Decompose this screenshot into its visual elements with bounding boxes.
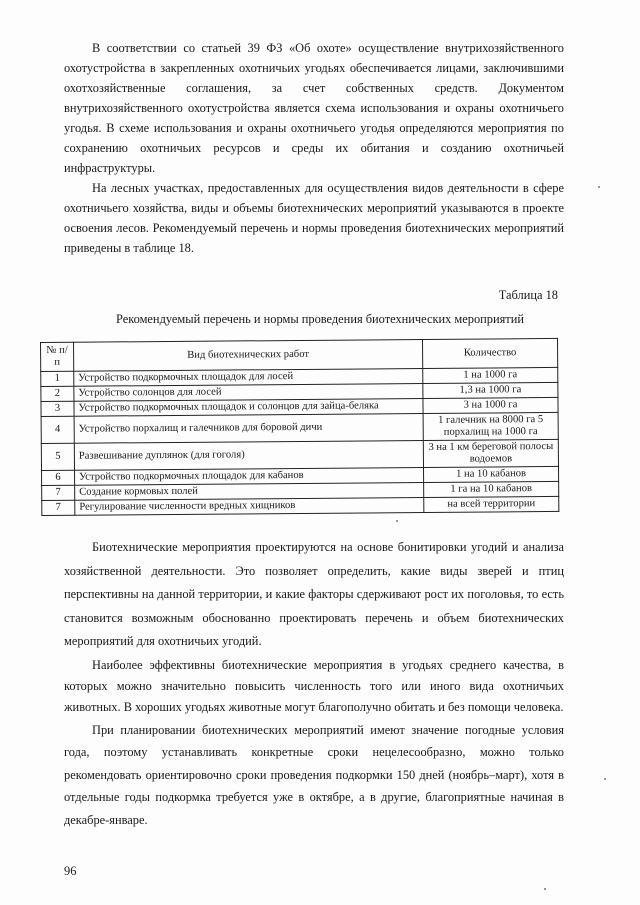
row-number: 7 bbox=[42, 500, 75, 515]
paragraph-timing: При планировании биотехнических мероприятий имеют значение погодные условия года, поэтому устанавливать конкретные сроки нецелесообразно, можно только рекомендовать ориентировочно сроки проведения подкормки 150 дней (ноябрь–март), хотя в отдельные годы подкормка требуется уже в октябре, а в другие, благоприятные начиная в декабре-январе. bbox=[64, 722, 564, 827]
scan-speck bbox=[396, 520, 398, 522]
row-number: 6 bbox=[42, 470, 75, 485]
row-quantity: 1,3 на 1000 га bbox=[423, 382, 558, 398]
row-work-type: Развешивание дуплянок (для гоголя) bbox=[74, 440, 423, 470]
row-work-type: Устройство подкормочных площадок для лосей bbox=[74, 368, 423, 386]
row-work-type: Устройство солонцов для лосей bbox=[74, 383, 423, 401]
row-work-type: Устройство порхалищ и галечников для боровой дичи bbox=[74, 413, 423, 443]
table-caption: Рекомендуемый перечень и нормы проведения биотехнических мероприятий bbox=[116, 312, 524, 326]
header-work-type: Вид биотехнических работ bbox=[74, 339, 423, 371]
header-quantity: Количество bbox=[422, 338, 557, 368]
row-number: 2 bbox=[41, 386, 74, 401]
row-quantity: на всей территории bbox=[424, 496, 559, 512]
header-number: № п/п bbox=[41, 342, 74, 371]
row-work-type: Устройство подкормочных площадок и солонцов для зайца-беляка bbox=[74, 398, 423, 416]
paragraph-effectiveness: Наиболее эффективны биотехнические мероприятия в угодьях среднего качества, в которых можно значительно повысить численность того или иного вида охотничьих животных. В хороших угодьях животные могут благополучно обитать и без помощи человека. bbox=[64, 657, 564, 714]
row-number: 4 bbox=[41, 416, 74, 443]
row-quantity: 3 на 1 км береговой полосы водоемов bbox=[423, 439, 558, 467]
scan-speck bbox=[604, 778, 606, 780]
row-number: 3 bbox=[41, 401, 74, 416]
row-number: 5 bbox=[41, 443, 74, 470]
row-quantity: 1 галечник на 8000 га 5 порхалищ на 1000 га bbox=[423, 412, 558, 440]
table-header-row bbox=[41, 338, 558, 371]
row-work-type: Устройство подкормочных площадок для кабанов bbox=[75, 467, 424, 485]
paragraph-planning-basis: Биотехнические мероприятия проектируются на основе бонитировки угодий и анализа хозяйственной деятельности. Это позволяет определить, какие виды зверей и птиц перспективны на данной территории, и какие факторы сдерживают рост их поголовья, то есть становится возможным обоснованно проектировать перечень и объем биотехнических мероприятий для охотничьих угодий. bbox=[64, 540, 564, 649]
paragraph-hunting-law: В соответствии со статьей 39 ФЗ «Об охоте» осуществление внутрихозяйственного охотустройства в закрепленных охотничьих угодьях обеспечивается лицами, заключившими охотхозяйственные соглашения, за счет собственных средств. Документом внутрихозяйственного охотустройства является схема использования и охраны охотничьего угодья. В схеме использования и охраны охотничьего угодья определяются мероприятия по сохранению охотничьих ресурсов и среды их обитания и созданию охотничьей инфраструктуры. bbox=[64, 41, 564, 175]
table-label: Таблица 18 bbox=[498, 288, 558, 302]
table-row bbox=[41, 412, 558, 443]
intro-text bbox=[64, 38, 564, 258]
scan-speck bbox=[544, 888, 546, 890]
row-quantity: 1 на 10 кабанов bbox=[423, 466, 558, 482]
table-row bbox=[42, 496, 559, 515]
scan-speck bbox=[598, 186, 600, 188]
row-quantity: 3 на 1000 га bbox=[423, 397, 558, 413]
table-row bbox=[41, 439, 558, 470]
biotech-measures-table bbox=[40, 338, 559, 516]
page-number: 96 bbox=[64, 864, 77, 878]
row-number: 1 bbox=[41, 371, 74, 386]
row-quantity: 1 на 1000 га bbox=[423, 367, 558, 383]
paragraph-forest-plots: На лесных участках, предоставленных для осуществления видов деятельности в сфере охотничьего хозяйства, виды и объемы биотехнических мероприятий указываются в проекте освоения лесов. Рекомендуемый перечень и нормы проведения биотехнических мероприятий приведены в таблице 18. bbox=[64, 181, 564, 255]
table-body bbox=[41, 367, 559, 515]
row-number: 7 bbox=[42, 485, 75, 500]
closing-text bbox=[64, 536, 564, 831]
row-work-type: Регулирование численности вредных хищников bbox=[75, 497, 424, 515]
row-quantity: 1 га на 10 кабанов bbox=[424, 481, 559, 497]
row-work-type: Создание кормовых полей bbox=[75, 482, 424, 500]
